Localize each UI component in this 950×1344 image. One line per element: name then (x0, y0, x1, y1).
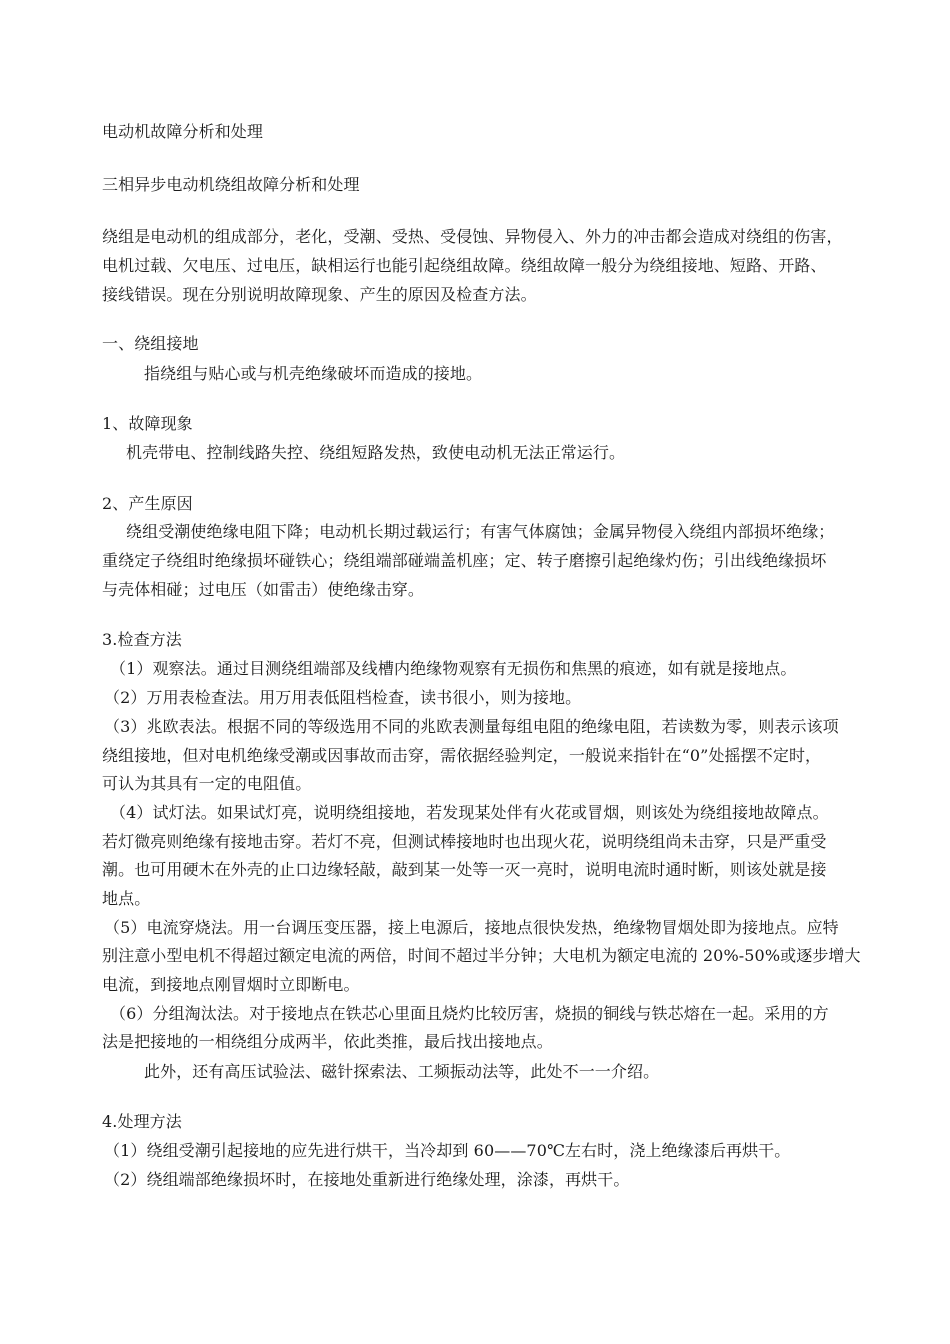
check-method-3-line-1: （3）兆欧表法。根据不同的等级选用不同的兆欧表测量每组电阻的绝缘电阻，若读数为零，则表示该项 (104, 717, 839, 736)
intro-line-1: 绕组是电动机的组成部分，老化，受潮、受热、受侵蚀、异物侵入、外力的冲击都会造成对绕组的伤害， (102, 227, 843, 246)
intro-line-3: 接线错误。现在分别说明故障现象、产生的原因及检查方法。 (102, 285, 537, 304)
cause-heading: 2、产生原因 (102, 494, 193, 513)
check-heading: 3.检查方法 (102, 630, 182, 649)
check-method-3-line-3: 可认为其具有一定的电阻值。 (102, 774, 312, 793)
treatment-heading: 4.处理方法 (102, 1112, 182, 1131)
check-method-4-line-3: 潮。也可用硬木在外壳的止口边缘轻敲，敲到某一处等一灭一亮时，说明电流时通时断，则该处就是接 (102, 860, 827, 879)
check-method-4-line-2: 若灯微亮则绝缘有接地击穿。若灯不亮，但测试棒接地时也出现火花，说明绕组尚未击穿，只是严重受 (102, 832, 827, 851)
check-extra-note: 此外，还有高压试验法、磁针探索法、工频振动法等，此处不一一介绍。 (144, 1062, 660, 1081)
check-method-4-line-4: 地点。 (102, 889, 151, 908)
grounding-definition: 指绕组与贴心或与机壳绝缘破坏而造成的接地。 (144, 364, 483, 383)
check-method-1: （1）观察法。通过目测绕组端部及线槽内绝缘物观察有无损伤和焦黑的痕迹，如有就是接地点。 (110, 659, 797, 678)
cause-line-3: 与壳体相碰；过电压（如雷击）使绝缘击穿。 (102, 580, 425, 599)
document-subtitle: 三相异步电动机绕组故障分析和处理 (102, 175, 360, 194)
check-method-5-line-3: 电流，到接地点刚冒烟时立即断电。 (102, 975, 360, 994)
section-heading-grounding: 一、绕组接地 (102, 334, 199, 353)
check-method-5-line-2: 别注意小型电机不得超过额定电流的两倍，时间不超过半分钟；大电机为额定电流的 20%-50%或逐步增大 (102, 946, 861, 965)
check-method-4-line-1: （4）试灯法。如果试灯亮，说明绕组接地，若发现某处伴有火花或冒烟，则该处为绕组接地故障点。 (110, 803, 829, 822)
intro-line-2: 电机过载、欠电压、过电压，缺相运行也能引起绕组故障。绕组故障一般分为绕组接地、短路、开路、 (102, 256, 827, 275)
check-method-2: （2）万用表检查法。用万用表低阻档检查，读书很小，则为接地。 (104, 688, 582, 707)
document-title: 电动机故障分析和处理 (102, 122, 264, 141)
check-method-3-line-2: 绕组接地，但对电机绝缘受潮或因事故而击穿，需依据经验判定，一般说来指针在“0”处摇摆不定时， (102, 746, 822, 765)
cause-line-1: 绕组受潮使绝缘电阻下降；电动机长期过载运行；有害气体腐蚀；金属异物侵入绕组内部损坏绝缘； (126, 522, 835, 541)
phenomenon-heading: 1、故障现象 (102, 414, 193, 433)
check-method-6-line-1: （6）分组淘汰法。对于接地点在铁芯心里面且烧灼比较厉害，烧损的铜线与铁芯熔在一起。采用的方 (110, 1004, 829, 1023)
cause-line-2: 重绕定子绕组时绝缘损坏碰铁心；绕组端部碰端盖机座；定、转子磨擦引起绝缘灼伤；引出线绝缘损坏 (102, 551, 827, 570)
treatment-item-1: （1）绕组受潮引起接地的应先进行烘干，当冷却到 60——70℃左右时，浇上绝缘漆后再烘干。 (104, 1141, 791, 1160)
phenomenon-text: 机壳带电、控制线路失控、绕组短路发热，致使电动机无法正常运行。 (126, 443, 626, 462)
check-method-6-line-2: 法是把接地的一相绕组分成两半，依此类推，最后找出接地点。 (102, 1032, 553, 1051)
check-method-5-line-1: （5）电流穿烧法。用一台调压变压器，接上电源后，接地点很快发热，绝缘物冒烟处即为接地点。应特 (104, 918, 839, 937)
treatment-item-2: （2）绕组端部绝缘损坏时，在接地处重新进行绝缘处理，涂漆，再烘干。 (104, 1170, 630, 1189)
